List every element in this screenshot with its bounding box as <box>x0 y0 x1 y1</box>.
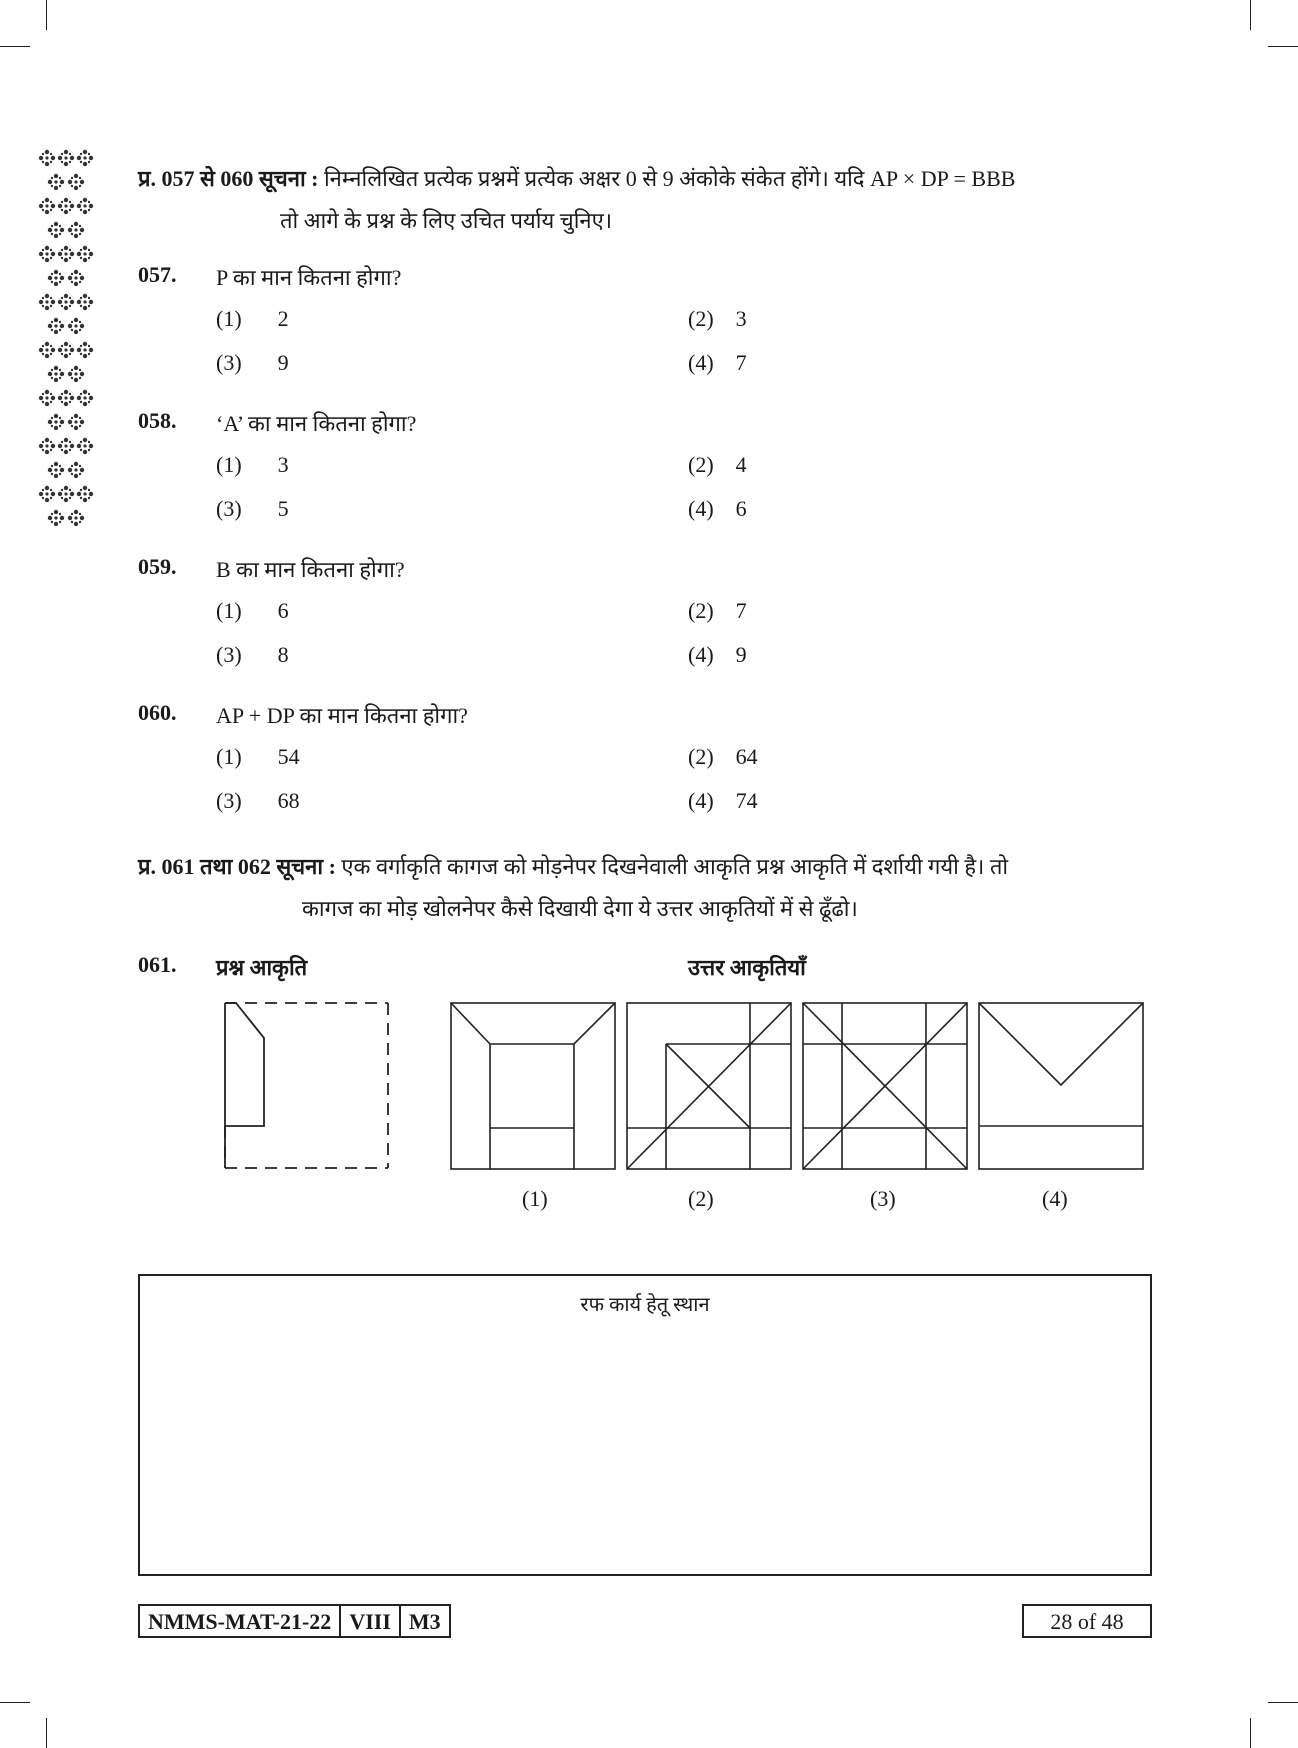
notice-061-062 <box>138 846 1008 930</box>
option-label: (1) <box>216 598 242 623</box>
answer-caption-2: (2) <box>688 1186 714 1211</box>
paper-code-class: VIII <box>341 1606 401 1636</box>
question-text: B का मान कितना होगा? <box>216 557 405 582</box>
option-value: 5 <box>277 496 289 521</box>
rough-work-area[interactable] <box>138 1274 1152 1576</box>
option-label: (1) <box>216 744 242 769</box>
option[interactable] <box>688 452 747 478</box>
option[interactable] <box>216 452 289 478</box>
option-value: 64 <box>735 744 758 769</box>
paper-code-exam: NMMS-MAT-21-22 <box>140 1606 341 1636</box>
notice-text-line1: निम्नलिखित प्रत्येक प्रश्नमें प्रत्येक अक्षर 0 से 9 अंकोके संकेत होंगे। यदि AP × DP = BBB <box>323 166 1016 191</box>
option-value: 6 <box>735 496 747 521</box>
option-value: 3 <box>277 452 289 477</box>
option[interactable] <box>688 350 747 376</box>
option-value: 7 <box>735 598 747 623</box>
question-number: 059. <box>138 554 177 579</box>
option[interactable] <box>688 496 747 522</box>
crop-mark <box>1268 46 1298 47</box>
crop-mark <box>0 46 30 47</box>
option-label: (3) <box>216 350 242 375</box>
option[interactable] <box>688 642 747 668</box>
option-label: (1) <box>216 452 242 477</box>
decorative-border-ornament <box>38 148 94 540</box>
crop-mark <box>46 1718 47 1748</box>
rough-work-title: रफ कार्य हेतू स्थान <box>580 1294 710 1316</box>
notice-text-line2: कागज का मोड़ खोलनेपर कैसे दिखायी देगा ये उत्तर आकृतियों में से ढूँढो। <box>302 895 858 921</box>
option-value: 2 <box>277 306 289 331</box>
question-number: 058. <box>138 408 177 433</box>
option-value: 9 <box>735 642 747 667</box>
crop-mark <box>1268 1702 1298 1703</box>
option-label: (2) <box>688 598 714 623</box>
option-value: 4 <box>735 452 747 477</box>
answer-figure-2[interactable] <box>626 1002 792 1170</box>
notice-label: प्र. 061 तथा 062 सूचना : <box>138 854 336 879</box>
crop-mark <box>46 0 47 30</box>
answer-caption-3: (3) <box>870 1186 896 1211</box>
paper-code-set: M3 <box>408 1609 441 1634</box>
option-label: (4) <box>688 496 714 521</box>
answer-figure-1[interactable] <box>450 1002 616 1170</box>
option[interactable] <box>216 744 300 770</box>
option-label: (3) <box>216 642 242 667</box>
option[interactable] <box>216 350 289 376</box>
option-label: (4) <box>688 788 714 813</box>
question-figure <box>224 1002 390 1170</box>
option-label: (2) <box>688 452 714 477</box>
option[interactable] <box>216 496 289 522</box>
paper-code <box>138 1604 451 1638</box>
option[interactable] <box>216 306 289 332</box>
notice-text-line2: तो आगे के प्रश्न के लिए उचित पर्याय चुनिए। <box>280 207 613 233</box>
notice-text-line1: एक वर्गाकृति कागज को मोड़नेपर दिखनेवाली आकृति प्रश्न आकृति में दर्शायी गयी है। तो <box>341 854 1009 879</box>
option-value: 9 <box>277 350 289 375</box>
option-label: (1) <box>216 306 242 331</box>
option[interactable] <box>688 306 747 332</box>
option-label: (4) <box>688 642 714 667</box>
option-label: (4) <box>688 350 714 375</box>
question-text: P का मान कितना होगा? <box>216 265 402 290</box>
option-value: 68 <box>277 788 300 813</box>
option-label: (3) <box>216 788 242 813</box>
option[interactable] <box>688 598 747 624</box>
option-value: 8 <box>277 642 289 667</box>
option[interactable] <box>216 642 289 668</box>
option[interactable] <box>216 598 289 624</box>
crop-mark <box>1250 0 1251 30</box>
option-value: 74 <box>735 788 758 813</box>
crop-mark <box>0 1702 30 1703</box>
question-number: 061. <box>138 952 177 977</box>
question-number: 057. <box>138 262 177 287</box>
notice-label: प्र. 057 से 060 सूचना : <box>138 166 319 191</box>
answer-figure-3[interactable] <box>802 1002 968 1170</box>
option-label: (3) <box>216 496 242 521</box>
question-text: AP + DP का मान कितना होगा? <box>216 703 468 728</box>
option-value: 3 <box>735 306 747 331</box>
option[interactable] <box>688 744 758 770</box>
answer-figures-label: उत्तर आकृतियाँ <box>688 955 806 980</box>
option[interactable] <box>688 788 758 814</box>
option-value: 7 <box>735 350 747 375</box>
question-figure-label: प्रश्न आकृति <box>216 955 308 980</box>
option-value: 54 <box>277 744 300 769</box>
answer-figure-4[interactable] <box>978 1002 1144 1170</box>
option[interactable] <box>216 788 300 814</box>
question-number: 060. <box>138 700 177 725</box>
notice-057-060 <box>138 158 1015 242</box>
question-text: ‘A’ का मान कितना होगा? <box>216 411 417 436</box>
answer-caption-4: (4) <box>1042 1186 1068 1211</box>
answer-caption-1: (1) <box>522 1186 548 1211</box>
option-value: 6 <box>277 598 289 623</box>
crop-mark <box>1250 1718 1251 1748</box>
option-label: (2) <box>688 306 714 331</box>
page-number: 28 of 48 <box>1022 1604 1152 1638</box>
option-label: (2) <box>688 744 714 769</box>
